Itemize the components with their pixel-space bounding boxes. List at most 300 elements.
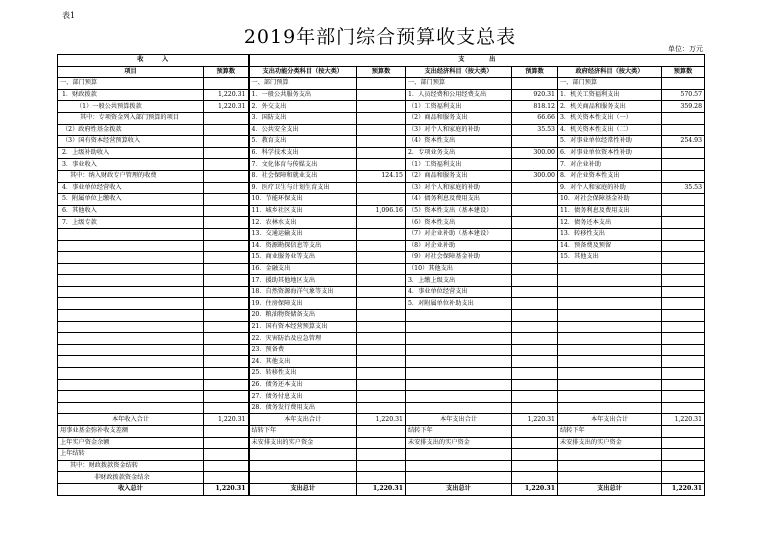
amount-cell	[357, 194, 406, 206]
item-cell: （5）资本性支出（基本建设）	[406, 205, 512, 217]
amount-cell	[662, 449, 705, 461]
table-row	[58, 437, 705, 449]
item-cell	[58, 228, 204, 240]
item-cell	[406, 472, 512, 484]
amount-cell	[357, 147, 406, 159]
budget-table	[57, 54, 705, 496]
amount-cell	[357, 136, 406, 148]
item-cell: 收入总计	[58, 483, 204, 495]
item-cell	[406, 368, 512, 380]
item-cell	[58, 286, 204, 298]
amount-cell	[357, 298, 406, 310]
item-cell: 9．医疗卫生与计划生育支出	[249, 182, 357, 194]
amount-cell	[662, 112, 705, 124]
amount-cell	[204, 263, 249, 275]
amount-cell	[357, 78, 406, 90]
item-cell: 4．机关资本性支出（二）	[558, 124, 662, 136]
item-cell	[406, 310, 512, 322]
amount-cell	[662, 252, 705, 264]
item-cell: 1．人员经费和公用经费支出	[406, 89, 512, 101]
unit-label: 单位：万元	[668, 45, 703, 53]
item-cell: 未安排支出的实户资金	[249, 437, 357, 449]
table-row	[58, 344, 705, 356]
table-row	[58, 333, 705, 345]
item-cell: 一、部门预算	[406, 78, 512, 90]
amount-cell	[204, 170, 249, 182]
item-cell: 2．外交支出	[249, 101, 357, 113]
item-cell: （10）其他支出	[406, 263, 512, 275]
item-cell: （4）资本性支出	[406, 136, 512, 148]
amount-cell	[662, 472, 705, 484]
item-cell	[58, 310, 204, 322]
table-row	[58, 159, 705, 171]
table-row	[58, 89, 705, 101]
item-cell: 6．对事业单位资本性补助	[558, 147, 662, 159]
item-cell: 一、部门预算	[249, 78, 357, 90]
item-cell	[558, 298, 662, 310]
amount-cell: 300.00	[512, 170, 558, 182]
amount-cell: 1,220.31	[204, 483, 249, 495]
amount-cell	[512, 182, 558, 194]
amount-cell	[662, 217, 705, 229]
item-cell	[249, 460, 357, 472]
item-cell: 3．事业收入	[58, 159, 204, 171]
amount-cell	[512, 391, 558, 403]
amount-cell	[357, 344, 406, 356]
item-cell	[406, 449, 512, 461]
amount-cell	[512, 263, 558, 275]
amount-cell	[662, 147, 705, 159]
item-cell: 12．债务还本支出	[558, 217, 662, 229]
item-cell	[558, 275, 662, 287]
item-cell: 2．机关商品和服务支出	[558, 101, 662, 113]
item-cell: 4．事业单位经营收入	[58, 182, 204, 194]
item-cell	[406, 356, 512, 368]
item-cell: （9）对社会保障基金补助	[406, 252, 512, 264]
amount-cell	[662, 426, 705, 438]
item-cell	[558, 310, 662, 322]
item-cell: （3）对个人和家庭的补助	[406, 124, 512, 136]
table-row	[58, 286, 705, 298]
amount-cell	[512, 368, 558, 380]
amount-cell: 1,220.31	[204, 414, 249, 426]
item-cell: 未安排支出的实户资金	[406, 437, 512, 449]
amount-cell	[662, 205, 705, 217]
amount-cell	[662, 368, 705, 380]
item-cell	[558, 391, 662, 403]
item-cell	[558, 286, 662, 298]
item-cell: 19．住房保障支出	[249, 298, 357, 310]
item-cell: 14．资源勘探信息等支出	[249, 240, 357, 252]
amount-cell	[357, 112, 406, 124]
table-row	[58, 112, 705, 124]
table-row	[58, 124, 705, 136]
amount-cell	[357, 426, 406, 438]
item-cell: 10．节能环保支出	[249, 194, 357, 206]
amount-cell	[512, 194, 558, 206]
item-cell: （1）一般公共预算拨款	[58, 101, 204, 113]
amount-cell: 300.00	[512, 147, 558, 159]
amount-cell	[512, 228, 558, 240]
amount-cell: 35.53	[662, 182, 705, 194]
amount-cell	[204, 136, 249, 148]
item-cell	[58, 333, 204, 345]
item-cell	[249, 449, 357, 461]
item-cell: 支出总计	[406, 483, 512, 495]
table-row	[58, 368, 705, 380]
table-row	[58, 356, 705, 368]
amount-cell: 1,220.31	[204, 89, 249, 101]
amount-cell: 1,220.31	[512, 414, 558, 426]
item-cell	[58, 263, 204, 275]
item-cell: 8．对企业资本性支出	[558, 170, 662, 182]
table-row	[58, 147, 705, 159]
amount-cell	[357, 89, 406, 101]
amount-cell	[204, 275, 249, 287]
item-cell: 25．转移性支出	[249, 368, 357, 380]
item-cell: 28．债务发行费用支出	[249, 402, 357, 414]
amount-cell	[662, 78, 705, 90]
col-budget: 预算数	[357, 66, 406, 78]
table-row	[58, 275, 705, 287]
amount-cell	[357, 252, 406, 264]
amount-cell	[204, 310, 249, 322]
item-cell	[558, 333, 662, 345]
table-tag: 表1	[62, 11, 76, 20]
item-cell: （4）债务利息及费用支出	[406, 194, 512, 206]
amount-cell	[662, 194, 705, 206]
table-row	[58, 379, 705, 391]
amount-cell	[512, 379, 558, 391]
item-cell: 结转下年	[558, 426, 662, 438]
amount-cell	[357, 182, 406, 194]
amount-cell	[512, 356, 558, 368]
amount-cell	[662, 344, 705, 356]
item-cell	[558, 449, 662, 461]
amount-cell	[662, 402, 705, 414]
amount-cell	[662, 298, 705, 310]
item-cell: 21．国有资本经营预算支出	[249, 321, 357, 333]
amount-cell	[204, 78, 249, 90]
item-cell: 1．财政拨款	[58, 89, 204, 101]
item-cell	[58, 321, 204, 333]
col-budget: 预算数	[512, 66, 558, 78]
item-cell: 6．科学技术支出	[249, 147, 357, 159]
table-row	[58, 182, 705, 194]
col-func: 支出功能分类科目（按大类）	[249, 66, 357, 78]
amount-cell	[512, 136, 558, 148]
item-cell: 支出总计	[558, 483, 662, 495]
item-cell: 13．交通运输支出	[249, 228, 357, 240]
item-cell: 7．对企业补助	[558, 159, 662, 171]
item-cell: 2．专项业务支出	[406, 147, 512, 159]
item-cell	[406, 379, 512, 391]
item-cell: 27．债务付息支出	[249, 391, 357, 403]
amount-cell: 1,220.31	[662, 414, 705, 426]
item-cell	[558, 368, 662, 380]
amount-cell	[662, 170, 705, 182]
item-cell: （6）资本性支出	[406, 217, 512, 229]
table-row	[58, 310, 705, 322]
item-cell: 本年支出合计	[406, 414, 512, 426]
item-cell	[58, 356, 204, 368]
table-row	[58, 101, 705, 113]
amount-cell	[204, 124, 249, 136]
amount-cell	[204, 112, 249, 124]
item-cell: 4．公共安全支出	[249, 124, 357, 136]
amount-cell	[662, 437, 705, 449]
item-cell: 1．机关工资福利支出	[558, 89, 662, 101]
amount-cell	[204, 472, 249, 484]
amount-cell	[204, 379, 249, 391]
col-budget: 预算数	[204, 66, 249, 78]
amount-cell	[357, 124, 406, 136]
item-cell: 15．其他支出	[558, 252, 662, 264]
amount-cell	[204, 147, 249, 159]
item-cell: 9．对个人和家庭的补助	[558, 182, 662, 194]
amount-cell: 1,220.31	[204, 101, 249, 113]
amount-cell	[512, 159, 558, 171]
amount-cell	[512, 205, 558, 217]
item-cell: 15．商业服务业等支出	[249, 252, 357, 264]
item-cell: 上年实户资金余额	[58, 437, 204, 449]
amount-cell	[357, 402, 406, 414]
item-cell	[558, 472, 662, 484]
item-cell: （3）对个人和家庭的补助	[406, 182, 512, 194]
amount-cell: 254.93	[662, 136, 705, 148]
amount-cell	[512, 437, 558, 449]
item-cell: 11．城乡社区支出	[249, 205, 357, 217]
amount-cell	[512, 298, 558, 310]
table-row	[58, 472, 705, 484]
item-cell	[406, 344, 512, 356]
item-cell: 5．对事业单位经常性补助	[558, 136, 662, 148]
amount-cell: 1,220.31	[357, 483, 406, 495]
amount-cell	[357, 263, 406, 275]
amount-cell	[204, 240, 249, 252]
amount-cell	[662, 356, 705, 368]
item-cell: 2．上级补助收入	[58, 147, 204, 159]
item-cell	[406, 321, 512, 333]
amount-cell	[357, 310, 406, 322]
item-cell: 5．附属单位上缴收入	[58, 194, 204, 206]
item-cell	[249, 472, 357, 484]
item-cell	[558, 460, 662, 472]
item-cell: 本年支出合计	[558, 414, 662, 426]
amount-cell	[512, 217, 558, 229]
amount-cell	[357, 286, 406, 298]
amount-cell	[204, 159, 249, 171]
amount-cell	[512, 321, 558, 333]
amount-cell	[357, 217, 406, 229]
item-cell: （2）政府性基金拨款	[58, 124, 204, 136]
item-cell: （3）国有资本经营预算收入	[58, 136, 204, 148]
amount-cell	[357, 240, 406, 252]
amount-cell	[204, 449, 249, 461]
amount-cell: 1,096.16	[357, 205, 406, 217]
amount-cell	[512, 252, 558, 264]
amount-cell	[204, 298, 249, 310]
item-cell	[406, 391, 512, 403]
item-cell: 20．粮油物资储备支出	[249, 310, 357, 322]
item-cell: 4．事业单位经营支出	[406, 286, 512, 298]
amount-cell	[204, 205, 249, 217]
table-row	[58, 78, 705, 90]
amount-cell	[204, 333, 249, 345]
col-budget: 预算数	[662, 66, 705, 78]
item-cell	[558, 402, 662, 414]
table-row	[58, 228, 705, 240]
table-row	[58, 217, 705, 229]
amount-cell	[204, 321, 249, 333]
table-row	[58, 414, 705, 426]
amount-cell	[357, 228, 406, 240]
col-item: 项目	[58, 66, 204, 78]
amount-cell	[357, 356, 406, 368]
item-cell: 未安排支出的实户资金	[558, 437, 662, 449]
amount-cell	[662, 240, 705, 252]
amount-cell	[357, 159, 406, 171]
item-cell: 上年结转	[58, 449, 204, 461]
amount-cell	[357, 472, 406, 484]
table-row	[58, 426, 705, 438]
item-cell	[558, 356, 662, 368]
item-cell	[406, 402, 512, 414]
amount-cell	[512, 333, 558, 345]
item-cell: 5．对附属单位补助支出	[406, 298, 512, 310]
item-cell	[58, 298, 204, 310]
table-row	[58, 391, 705, 403]
amount-cell	[662, 321, 705, 333]
amount-cell	[512, 426, 558, 438]
amount-cell	[204, 437, 249, 449]
table-row	[58, 298, 705, 310]
item-cell: （2）商品和服务支出	[406, 112, 512, 124]
amount-cell	[357, 368, 406, 380]
amount-cell	[357, 275, 406, 287]
amount-cell	[357, 460, 406, 472]
item-cell: （8）对企业补助	[406, 240, 512, 252]
amount-cell	[512, 286, 558, 298]
table-row	[58, 263, 705, 275]
item-cell: 用事业基金弥补收支差额	[58, 426, 204, 438]
item-cell: （7）对企业补助（基本建设）	[406, 228, 512, 240]
table-row	[58, 483, 705, 495]
amount-cell	[357, 449, 406, 461]
item-cell: 14．预备费及预留	[558, 240, 662, 252]
income-header: 收 入	[58, 55, 249, 67]
item-cell	[58, 344, 204, 356]
item-cell: 结转下年	[406, 426, 512, 438]
amount-cell	[204, 286, 249, 298]
item-cell	[406, 460, 512, 472]
amount-cell	[204, 182, 249, 194]
item-cell: 17．援助其他地区支出	[249, 275, 357, 287]
item-cell: 其中：专项资金列入部门预算的项目	[58, 112, 204, 124]
item-cell: 结转下年	[249, 426, 357, 438]
item-cell	[558, 263, 662, 275]
amount-cell	[204, 356, 249, 368]
amount-cell	[204, 228, 249, 240]
amount-cell: 1,220.31	[662, 483, 705, 495]
item-cell: 12．农林水支出	[249, 217, 357, 229]
item-cell: 其中：财政拨款资金结转	[58, 460, 204, 472]
amount-cell	[662, 460, 705, 472]
amount-cell	[512, 78, 558, 90]
item-cell	[558, 321, 662, 333]
amount-cell: 570.57	[662, 89, 705, 101]
item-cell: 18．自然资源海洋气象等支出	[249, 286, 357, 298]
amount-cell	[662, 286, 705, 298]
item-cell	[558, 344, 662, 356]
col-gov: 政府经济科目（按大类）	[558, 66, 662, 78]
amount-cell	[662, 333, 705, 345]
item-cell: 1．一般公共服务支出	[249, 89, 357, 101]
amount-cell	[662, 275, 705, 287]
item-cell	[406, 333, 512, 345]
amount-cell	[357, 333, 406, 345]
amount-cell	[204, 368, 249, 380]
item-cell: （1）工资福利支出	[406, 159, 512, 171]
item-cell	[58, 240, 204, 252]
amount-cell: 1,220.31	[357, 414, 406, 426]
amount-cell	[662, 159, 705, 171]
amount-cell: 920.31	[512, 89, 558, 101]
amount-cell: 35.53	[512, 124, 558, 136]
item-cell	[58, 391, 204, 403]
amount-cell	[204, 426, 249, 438]
amount-cell	[357, 101, 406, 113]
amount-cell	[204, 402, 249, 414]
item-cell	[58, 252, 204, 264]
item-cell	[58, 402, 204, 414]
col-econ: 支出经济科目（按大类）	[406, 66, 512, 78]
amount-cell	[204, 252, 249, 264]
item-cell: 24．其他支出	[249, 356, 357, 368]
item-cell: 3．国防支出	[249, 112, 357, 124]
amount-cell	[204, 391, 249, 403]
table-row	[58, 240, 705, 252]
item-cell: 16．金融支出	[249, 263, 357, 275]
table-row	[58, 460, 705, 472]
amount-cell	[357, 391, 406, 403]
amount-cell	[204, 460, 249, 472]
amount-cell	[512, 344, 558, 356]
amount-cell	[512, 449, 558, 461]
table-row	[58, 136, 705, 148]
item-cell: 23．预备费	[249, 344, 357, 356]
amount-cell	[662, 391, 705, 403]
item-cell: 非财政拨款资金结余	[58, 472, 204, 484]
amount-cell	[512, 402, 558, 414]
item-cell: 7．上级专款	[58, 217, 204, 229]
table-row	[58, 194, 705, 206]
expense-header: 支 出	[249, 55, 705, 67]
table-row	[58, 205, 705, 217]
item-cell: 6．其他收入	[58, 205, 204, 217]
table-row	[58, 252, 705, 264]
item-cell	[58, 368, 204, 380]
item-cell: 26．债务还本支出	[249, 379, 357, 391]
amount-cell	[512, 310, 558, 322]
page-title: 2019年部门综合预算收支总表	[243, 26, 517, 48]
amount-cell: 818.12	[512, 101, 558, 113]
amount-cell: 1,220.31	[512, 483, 558, 495]
item-cell: 3．机关资本性支出（一）	[558, 112, 662, 124]
item-cell: 本年支出合计	[249, 414, 357, 426]
item-cell: （2）商品和服务支出	[406, 170, 512, 182]
item-cell: 10．对社会保障基金补助	[558, 194, 662, 206]
